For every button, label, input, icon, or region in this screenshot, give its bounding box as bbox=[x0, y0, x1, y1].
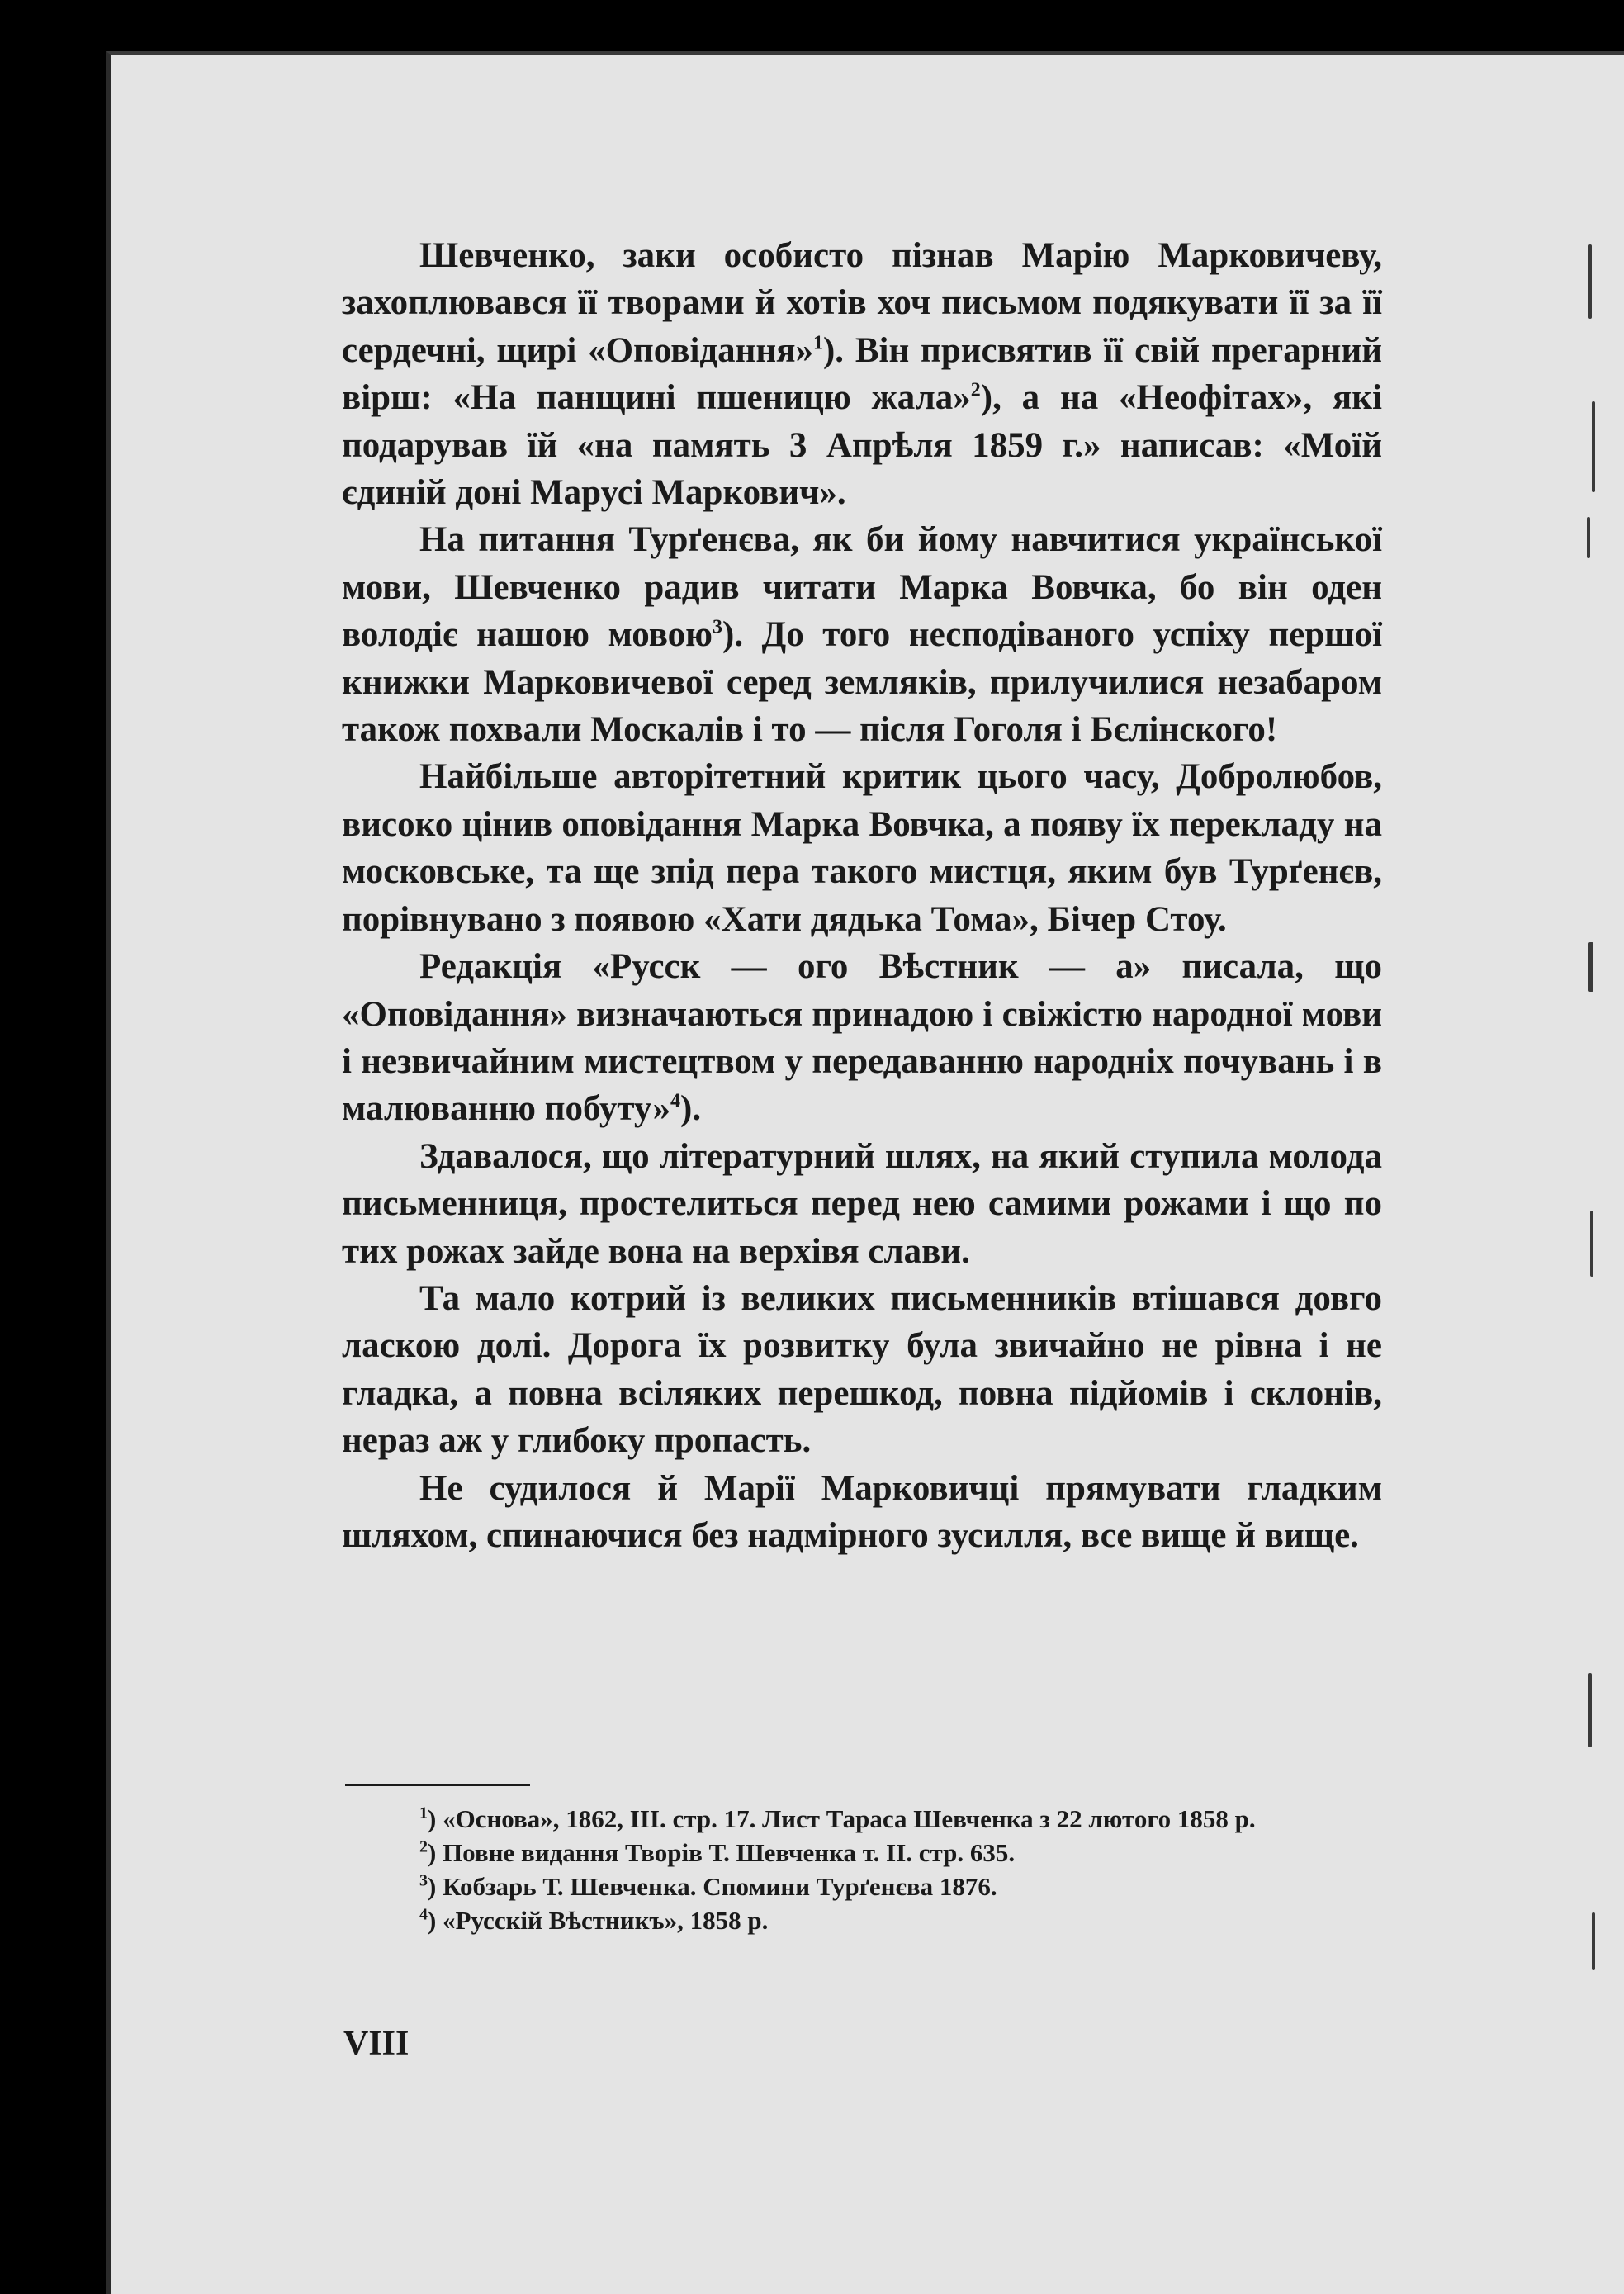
footnote-divider bbox=[345, 1784, 530, 1786]
paragraph-text: Здавалося, що літературний шлях, на який ступила молода письменниця, простелиться перед нею самими рожами і що по тих рожах зайде вона на верхівя слави. bbox=[342, 1136, 1382, 1271]
paragraph bbox=[342, 1465, 1382, 1560]
paragraph bbox=[342, 1133, 1382, 1275]
scan-edge-mark bbox=[1587, 517, 1590, 558]
paragraph-text: Не судилося й Марії Марковичці прямувати гладким шляхом, спинаючися без надмірного зусилля, все вище й вище. bbox=[342, 1468, 1382, 1555]
footnotes bbox=[342, 1802, 1382, 1937]
paragraph bbox=[342, 1275, 1382, 1465]
footnote-ref: 3 bbox=[713, 616, 723, 638]
paragraph bbox=[342, 516, 1382, 753]
scanned-page bbox=[106, 51, 1624, 2294]
scan-edge-mark bbox=[1588, 1673, 1592, 1747]
paragraph bbox=[342, 753, 1382, 943]
footnote bbox=[342, 1836, 1382, 1870]
footnote-text: ) «Основа», 1862, III. стр. 17. Лист Тараса Шевченка з 22 лютого 1858 р. bbox=[428, 1804, 1256, 1833]
footnote-mark: 3 bbox=[419, 1871, 428, 1890]
footnote-mark: 4 bbox=[419, 1905, 428, 1924]
footnote bbox=[342, 1870, 1382, 1903]
footnote-text: ) «Русскій Вѣстникъ», 1858 р. bbox=[428, 1906, 769, 1935]
page-number: VIII bbox=[343, 2025, 410, 2063]
scan-edge-mark bbox=[1590, 1211, 1593, 1277]
scan-edge-mark bbox=[1592, 401, 1595, 492]
paragraph-text: На питання Турґенєва, як би йому навчитися української мови, Шевченко радив читати Марка Вовчка, бо він оден володіє нашою мовою bbox=[342, 520, 1382, 655]
paragraph-text: Шевченко, заки особисто пізнав Марію Марковичеву, захоплювався її творами й хотів хоч письмом подякувати її за її сердечні, щирі «Оповідання» bbox=[342, 236, 1382, 370]
scan-edge-mark bbox=[1588, 244, 1592, 319]
footnote-text: ) Кобзарь Т. Шевченка. Спомини Турґенєва 1876. bbox=[428, 1872, 997, 1901]
paragraph bbox=[342, 232, 1382, 516]
scan-edge-mark bbox=[1592, 1912, 1595, 1970]
paragraph bbox=[342, 943, 1382, 1133]
footnote-mark: 2 bbox=[419, 1837, 428, 1856]
paragraph-text: ). Він присвятив її свій прегарний вірш: «На панщині пшеницю жала» bbox=[342, 330, 1383, 418]
footnote-mark: 1 bbox=[419, 1803, 428, 1822]
footnote-ref: 2 bbox=[970, 379, 981, 401]
footnote-text: ) Повне видання Творів Т. Шевченка т. II. стр. 635. bbox=[428, 1838, 1016, 1867]
footnote bbox=[342, 1903, 1382, 1937]
scan-edge-mark bbox=[1588, 942, 1593, 992]
paragraph-text: Найбільше авторітетний критик цього часу, Добролюбов, високо цінив оповідання Марка Вовчка, а появу їх перекладу на московське, та ще зпід пера такого мистця, яким був Турґенєв, порівнувано з появою «Хати дядька Тома», Бічер Стоу. bbox=[342, 757, 1382, 939]
footnote-ref: 4 bbox=[670, 1090, 681, 1112]
footnote bbox=[342, 1802, 1382, 1836]
paragraph-text: Та мало котрий із великих письменників втішався довго ласкою долі. Дорога їх розвитку була звичайно не рівна і не гладка, а повна всіляких перешкод, повна підйомів і склонів, нераз аж у глибоку пропасть. bbox=[342, 1278, 1382, 1461]
paragraph-text: Редакція «Русск — ого Вѣстник — а» писала, що «Оповідання» визначаються принадою і свіжістю народної мови і незвичайним мистецтвом у передаванню народніх почувань і в малюванню побуту» bbox=[342, 947, 1382, 1129]
paragraph-text: ), а на «Неофітах», які подарував їй «на память 3 Апрѣля 1859 г.» написав: «Моїй єдиній доні Марусі Маркович». bbox=[342, 378, 1382, 513]
main-text bbox=[342, 232, 1382, 1559]
footnote-ref: 1 bbox=[812, 332, 823, 354]
paragraph-text: ). bbox=[680, 1089, 702, 1129]
paragraph-text: ). До того несподіваного успіху першої книжки Марковичевої серед земляків, прилучилися незабаром також похвали Москалів і то — після Гоголя і Бєлінского! bbox=[342, 615, 1382, 750]
